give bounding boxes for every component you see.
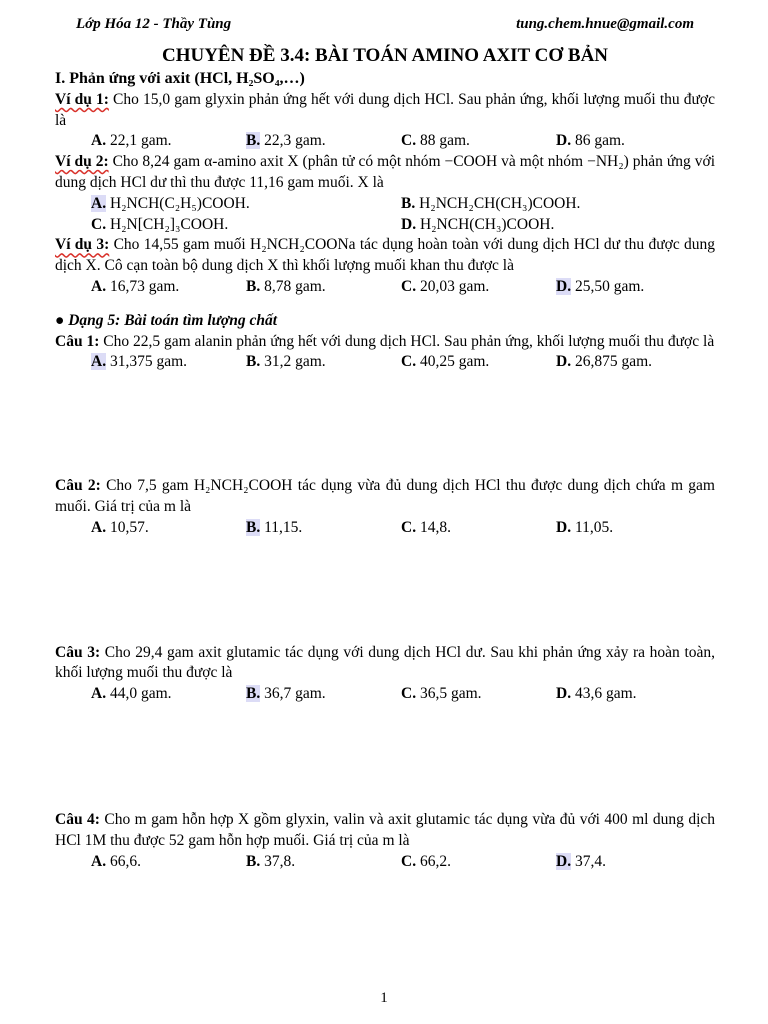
option-label: C. (91, 215, 107, 233)
option-b (401, 194, 711, 215)
option-label: C. (401, 518, 417, 536)
option-text: 20,03 gam. (419, 277, 490, 295)
option-a (91, 518, 246, 539)
option-c (401, 352, 556, 373)
option-text: 14,8. (419, 518, 451, 536)
option-d (556, 352, 711, 373)
option-text: 36,7 gam. (264, 685, 326, 703)
option-c (401, 852, 556, 873)
option-b (246, 852, 401, 873)
option-text: 10,57. (109, 518, 149, 536)
option-text: 11,05. (574, 518, 614, 536)
option-label: D. (556, 132, 572, 150)
question-text: Cho m gam hỗn hợp X gồm glyxin, valin và axit glutamic tác dụng vừa đủ với 400 ml dung dịch HCl 1M thu được 52 gam hỗn hợp muối. Giá trị của m là (55, 810, 716, 849)
option-label-highlighted: B. (246, 518, 261, 536)
question-label: Câu 3: (55, 643, 101, 661)
option-d (556, 518, 711, 539)
option-a (91, 194, 401, 215)
option-text: 22,3 gam. (264, 132, 326, 150)
work-space (55, 705, 715, 810)
answer-options (55, 131, 715, 152)
option-text: 37,4. (574, 852, 606, 870)
subsection-heading: ● Dạng 5: Bài toán tìm lượng chất (55, 311, 278, 329)
option-label-highlighted: B. (246, 685, 261, 703)
question-3 (55, 643, 715, 685)
question-4 (55, 810, 715, 852)
answer-options (55, 215, 715, 236)
option-c (401, 684, 556, 705)
option-text: 11,15. (264, 518, 303, 536)
option-label: C. (401, 132, 417, 150)
answer-options (55, 352, 715, 373)
option-label: C. (401, 685, 417, 703)
work-space (55, 539, 715, 643)
question-label: Câu 4: (55, 810, 100, 828)
question-text: Cho 22,5 gam alanin phản ứng hết với dung dịch HCl. Sau phản ứng, khối lượng muối thu được là (103, 332, 715, 350)
section-heading: I. Phản ứng với axit (HCl, H₂SO₄,…) (55, 70, 305, 87)
option-d (401, 215, 711, 236)
option-text: H₂N[CH₂]₃COOH. (109, 215, 229, 233)
answer-options (55, 852, 715, 873)
example-label: Ví dụ 1: (55, 90, 109, 108)
example-text: Cho 8,24 gam α-amino axit X (phân tử có một nhóm −COOH và một nhóm −NH₂) phản ứng với dung dịch HCl dư thì thu được 11,16 gam muối. X là (55, 153, 715, 191)
question-1 (55, 332, 715, 353)
option-label: A. (91, 852, 107, 870)
option-text: 31,2 gam. (264, 353, 326, 371)
page-number: 1 (380, 990, 388, 1006)
option-label: C. (401, 852, 417, 870)
option-label: C. (401, 277, 417, 295)
option-text: 88 gam. (419, 132, 470, 150)
option-c (91, 215, 401, 236)
example-3 (55, 235, 715, 277)
option-label: A. (91, 685, 107, 703)
option-d (556, 277, 711, 298)
question-label: Câu 1: (55, 332, 100, 350)
option-b (246, 352, 401, 373)
question-text: Cho 29,4 gam axit glutamic tác dụng với dung dịch HCl dư. Sau khi phản ứng xảy ra hoàn toàn, khối lượng muối thu được là (55, 643, 716, 682)
header-email: tung.chem.hnue@gmail.com (516, 16, 694, 32)
question-label: Câu 2: (55, 477, 101, 495)
option-label: D. (556, 685, 572, 703)
page-title: CHUYÊN ĐỀ 3.4: BÀI TOÁN AMINO AXIT CƠ BẢN (161, 45, 609, 66)
option-d (556, 131, 711, 152)
option-a (91, 277, 246, 298)
option-b (246, 131, 401, 152)
option-text: 26,875 gam. (574, 353, 653, 371)
example-text: Cho 15,0 gam glyxin phản ứng hết với dung dịch HCl. Sau phản ứng, khối lượng muối thu được là (55, 90, 715, 129)
option-b (246, 684, 401, 705)
answer-options (55, 194, 715, 215)
example-2 (55, 152, 715, 194)
answer-options (55, 684, 715, 705)
work-space (55, 373, 715, 476)
option-text: 37,8. (264, 852, 296, 870)
option-text: 44,0 gam. (109, 685, 172, 703)
option-label: D. (401, 215, 417, 233)
option-text: 43,6 gam. (574, 685, 637, 703)
option-d (556, 684, 711, 705)
option-text: 66,2. (419, 852, 451, 870)
option-text: 40,25 gam. (419, 353, 490, 371)
option-text: H₂NCH(CH₃)COOH. (419, 215, 555, 233)
answer-options (55, 277, 715, 298)
option-text: 31,375 gam. (109, 353, 188, 371)
option-text: 86 gam. (574, 132, 625, 150)
example-label: Ví dụ 2: (55, 153, 109, 171)
example-1 (55, 90, 715, 132)
option-label-highlighted: D. (556, 277, 572, 295)
option-label-highlighted: D. (556, 852, 572, 870)
question-2 (55, 476, 715, 518)
example-text: Cho 14,55 gam muối H₂NCH₂COONa tác dụng hoàn toàn với dung dịch HCl dư thu được dung dịch X. Cô cạn toàn bộ dung dịch X thì khối lượng muối khan thu được là (55, 236, 716, 275)
answer-options (55, 518, 715, 539)
header-class-name: Lớp Hóa 12 - Thầy Tùng (76, 16, 232, 32)
option-a (91, 684, 246, 705)
option-text: 22,1 gam. (109, 132, 172, 150)
option-d (556, 852, 711, 873)
option-text: 25,50 gam. (574, 277, 645, 295)
option-label: A. (91, 518, 107, 536)
option-text: H₂NCH₂CH(CH₃)COOH. (419, 194, 581, 212)
option-label: A. (91, 277, 107, 295)
option-label: B. (246, 852, 261, 870)
option-label-highlighted: A. (91, 353, 107, 371)
option-c (401, 518, 556, 539)
option-text: H₂NCH(C₂H₅)COOH. (109, 194, 250, 212)
option-label: C. (401, 353, 417, 371)
option-b (246, 277, 401, 298)
page-header (76, 16, 694, 36)
option-c (401, 277, 556, 298)
option-label: B. (401, 194, 416, 212)
option-label-highlighted: A. (91, 194, 107, 212)
option-text: 8,78 gam. (264, 277, 326, 295)
option-label: B. (246, 277, 261, 295)
option-label-highlighted: B. (246, 132, 261, 150)
option-a (91, 131, 246, 152)
option-a (91, 352, 246, 373)
option-text: 66,6. (109, 852, 141, 870)
option-text: 16,73 gam. (109, 277, 180, 295)
option-b (246, 518, 401, 539)
option-label: D. (556, 353, 572, 371)
option-text: 36,5 gam. (419, 685, 482, 703)
page-content (55, 44, 715, 872)
option-label: A. (91, 132, 107, 150)
option-label: D. (556, 518, 572, 536)
option-a (91, 852, 246, 873)
option-label: B. (246, 353, 261, 371)
option-c (401, 131, 556, 152)
question-text: Cho 7,5 gam H₂NCH₂COOH tác dụng vừa đủ dung dịch HCl thu được dung dịch chứa m gam muối. Giá trị của m là (55, 477, 715, 515)
example-label: Ví dụ 3: (55, 236, 110, 254)
